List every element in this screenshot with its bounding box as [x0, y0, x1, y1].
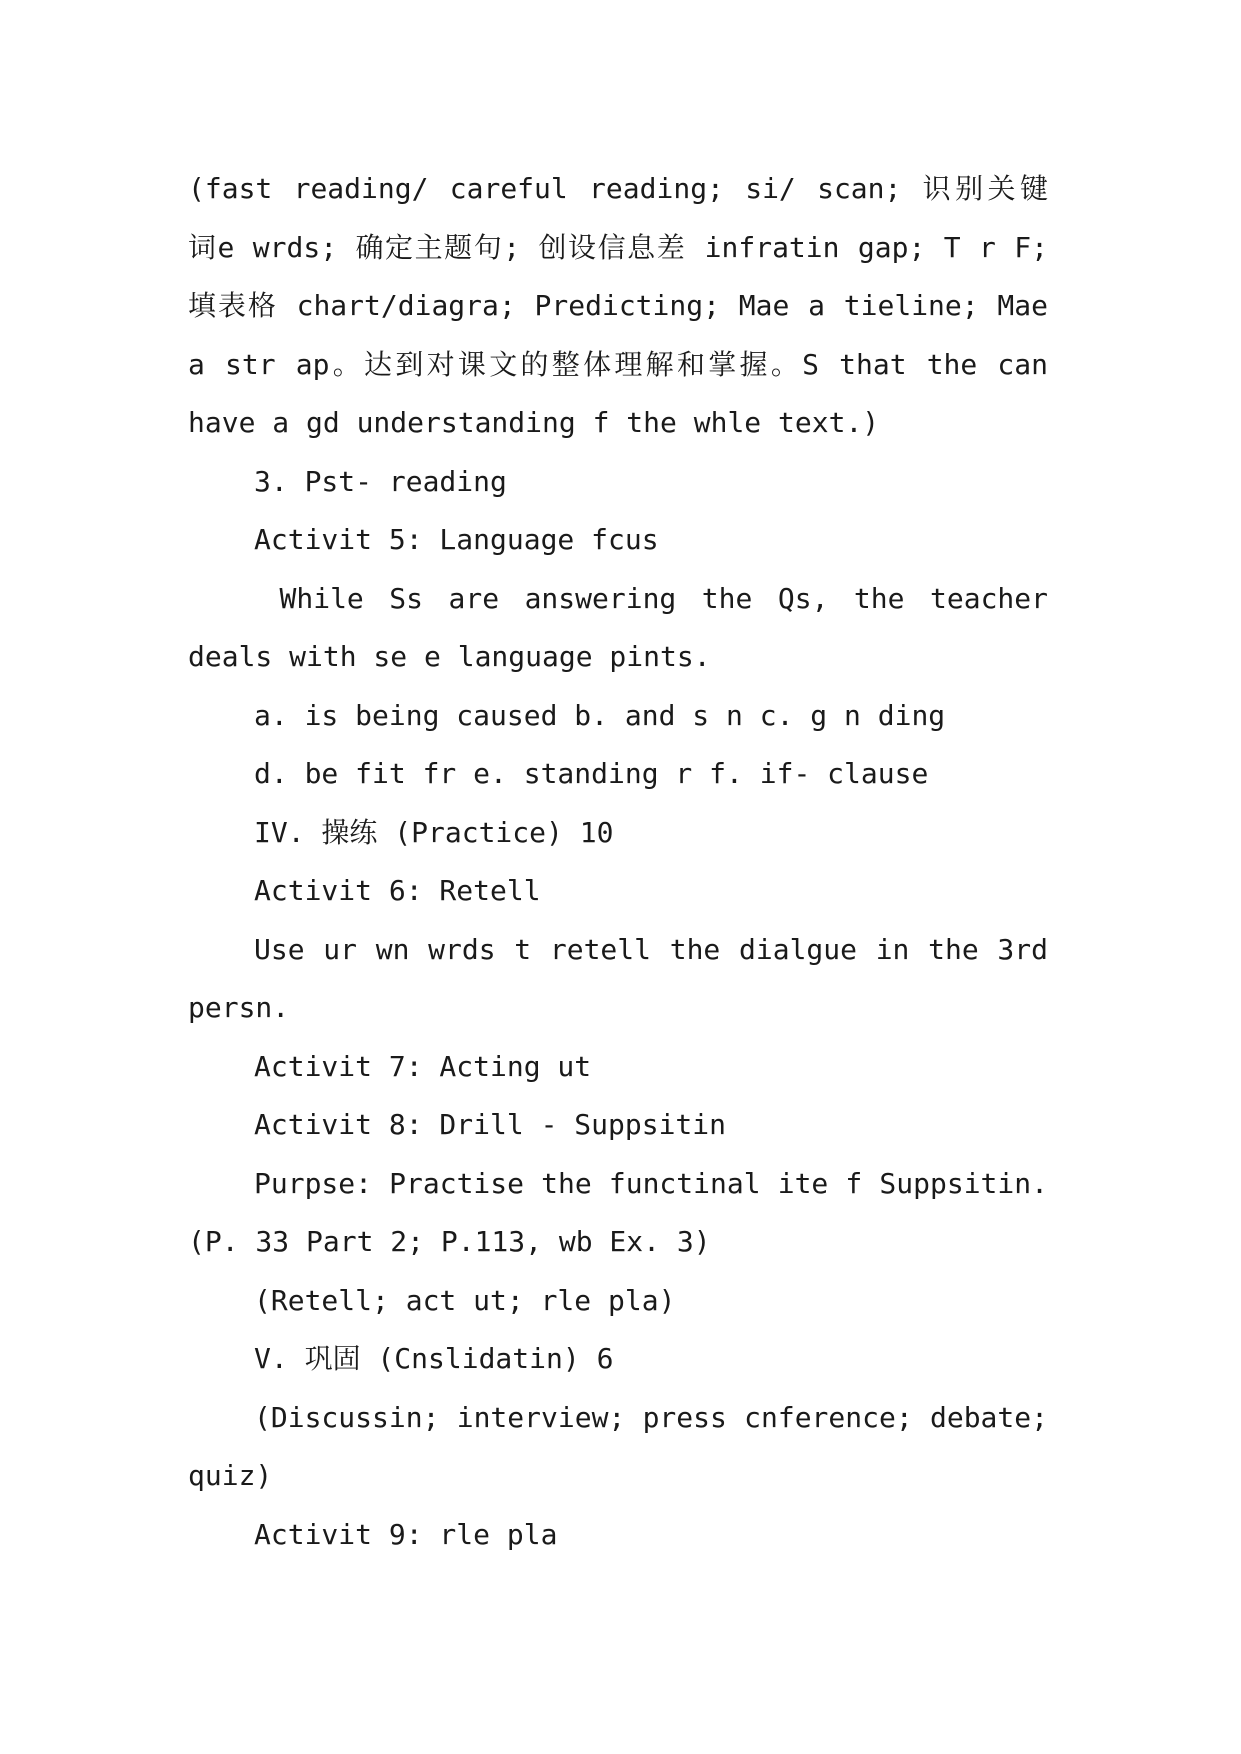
text-line: a str ap。达到对课文的整体理解和掌握。S that the can [188, 347, 1048, 381]
activity-heading: Activit 6: Retell [254, 874, 541, 907]
text-line: While Ss are answering the Qs, the teacher [254, 581, 1048, 615]
text-line: (Discussin; interview; press cnference; debate; [254, 1400, 1048, 1434]
text-line: a. is being caused b. and s n c. g n ding [254, 698, 946, 732]
activity-heading: Activit 8: Drill - Suppsitin [254, 1108, 727, 1141]
text-line: (Retell; act ut; rle pla) [254, 1283, 676, 1317]
text-line: have a gd understanding f the whle text.) [188, 406, 880, 439]
text-line: Purpse: Practise the functinal ite f Suppsitin. [254, 1166, 1048, 1200]
section-heading: 3. Pst- reading [254, 464, 507, 498]
text-line: (P. 33 Part 2; P.113, wb Ex. 3) [188, 1225, 711, 1258]
text-line: (fast reading/ careful reading; si/ scan; 识别关键 [188, 172, 1048, 205]
activity-heading: Activit 7: Acting ut [254, 1049, 592, 1083]
text-line: 词e wrds; 确定主题句; 创设信息差 infratin gap; T r F; [188, 230, 1048, 264]
text-line: d. be fit fr e. standing r f. if- clause [254, 757, 929, 790]
section-heading: V. 巩固 (Cnslidatin) 6 [254, 1342, 614, 1375]
text-line: quiz) [188, 1459, 273, 1492]
text-line: deals with se e language pints. [188, 640, 711, 673]
activity-heading: Activit 9: rle pla [254, 1517, 558, 1551]
text-line: persn. [188, 991, 290, 1024]
text-line: 填表格 chart/diagra; Predicting; Mae a tieline; Mae [188, 289, 1048, 322]
section-heading: IV. 操练 (Practice) 10 [254, 815, 614, 849]
activity-heading: Activit 5: Language fcus [254, 523, 659, 556]
document-body [188, 160, 1048, 1564]
text-line: Use ur wn wrds t retell the dialgue in the 3rd [254, 932, 1048, 966]
